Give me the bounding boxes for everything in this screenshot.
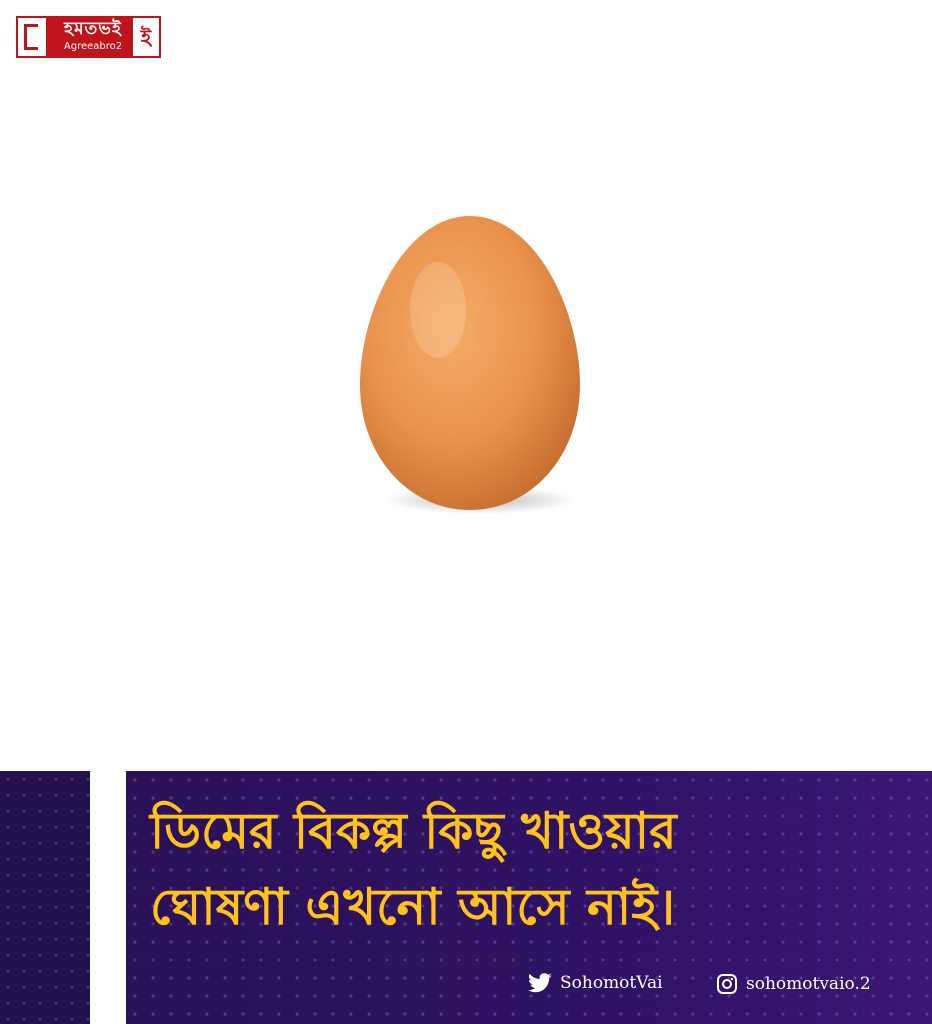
- logo-title: হমতভই: [64, 19, 122, 39]
- logo-subtitle: Agreeabro2: [63, 41, 123, 52]
- twitter-bird-icon: [528, 973, 552, 993]
- instagram-handle: sohomotvaio.2: [746, 974, 871, 994]
- caption-banner: [126, 771, 932, 1024]
- instagram-icon: [716, 973, 738, 995]
- banner-side-panel: [0, 771, 90, 1024]
- twitter-handle: SohomotVai: [560, 973, 663, 993]
- egg-icon: [340, 200, 600, 540]
- egg-image: [340, 200, 600, 540]
- brand-logo: [16, 16, 161, 58]
- headline: [150, 793, 910, 945]
- logo-tail: ই: [133, 18, 159, 56]
- instagram-handle-group[interactable]: [716, 973, 871, 995]
- headline-line-1: ডিমের বিকল্প কিছু খাওয়ার: [150, 802, 677, 860]
- headline-line-2: ঘোষণা এখনো আসে নাই।: [150, 878, 676, 936]
- logo-bracket-icon: [18, 18, 46, 56]
- twitter-handle-group[interactable]: [528, 973, 663, 993]
